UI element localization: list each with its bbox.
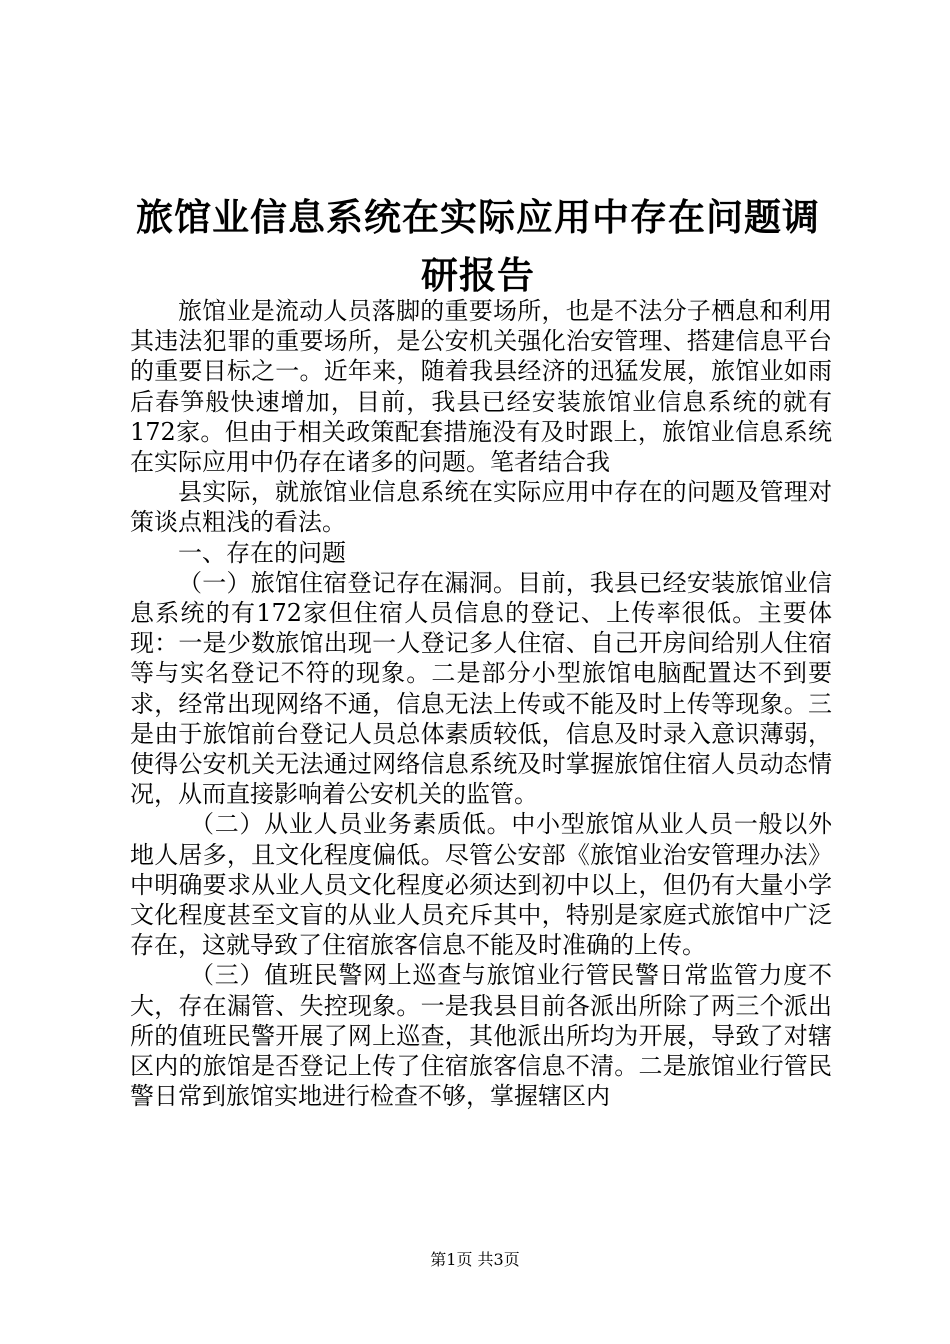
paragraph-item-2: （二）从业人员业务素质低。中小型旅馆从业人员一般以外地人居多，且文化程度偏低。尽管公安部《旅馆业治安管理办法》中明确要求从业人员文化程度必须达到初中以上，但仍有大量小学文化程度甚至文盲的从业人员充斥其中，特别是家庭式旅馆中广泛存在，这就导致了住宿旅客信息不能及时准确的上传。 [130, 810, 832, 960]
document-body [130, 296, 832, 1111]
document-title: 旅馆业信息系统在实际应用中存在问题调研报告 [136, 195, 820, 297]
page-number-footer: 第1页 共3页 [430, 1250, 520, 1269]
paragraph-item-1: （一）旅馆住宿登记存在漏洞。目前，我县已经安装旅馆业信息系统的有172家但住宿人员信息的登记、上传率很低。主要体现：一是少数旅馆出现一人登记多人住宿、自己开房间给别人住宿等与实名登记不符的现象。二是部分小型旅馆电脑配置达不到要求，经常出现网络不通，信息无法上传或不能及时上传等现象。三是由于旅馆前台登记人员总体素质较低，信息及时录入意识薄弱，使得公安机关无法通过网络信息系统及时掌握旅馆住宿人员动态情况，从而直接影响着公安机关的监管。 [130, 568, 832, 809]
section-heading: 一、存在的问题 [178, 538, 346, 567]
paragraph-item-3: （三）值班民警网上巡查与旅馆业行管民警日常监管力度不大，存在漏管、失控现象。一是我县目前各派出所除了两三个派出所的值班民警开展了网上巡查，其他派出所均为开展，导致了对辖区内的旅馆是否登记上传了住宿旅客信息不清。二是旅馆业行管民警日常到旅馆实地进行检查不够，掌握辖区内 [130, 961, 832, 1111]
paragraph-intro: 旅馆业是流动人员落脚的重要场所，也是不法分子栖息和利用其违法犯罪的重要场所，是公安机关强化治安管理、搭建信息平台的重要目标之一。近年来，随着我县经济的迅猛发展，旅馆业如雨后春笋般快速增加，目前，我县已经安装旅馆业信息系统的就有172家。但由于相关政策配套措施没有及时跟上，旅馆业信息系统在实际应用中仍存在诸多的问题。笔者结合我 [130, 297, 832, 477]
paragraph-intro-continued: 县实际，就旅馆业信息系统在实际应用中存在的问题及管理对策谈点粗浅的看法。 [130, 478, 832, 537]
